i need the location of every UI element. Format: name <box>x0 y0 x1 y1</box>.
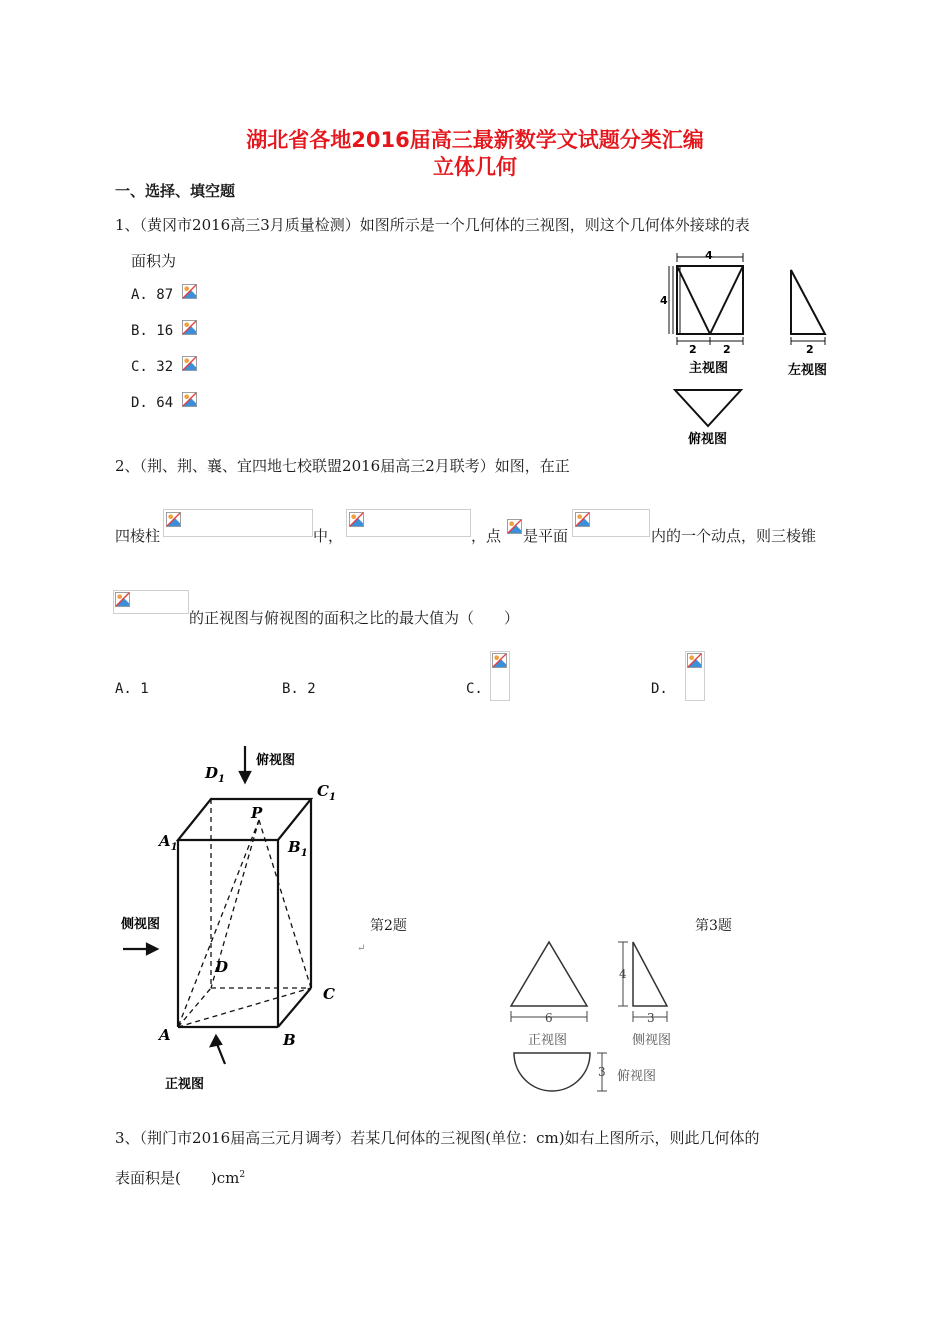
q3-dim-top: 3 <box>598 1065 606 1079</box>
q3-label-front-view: 正视图 <box>528 1033 568 1048</box>
broken-image-icon <box>182 392 197 407</box>
q3-label-side-view: 侧视图 <box>632 1033 672 1048</box>
label-side-view: 侧视图 <box>121 917 161 932</box>
label-front-view: 正视图 <box>165 1077 205 1092</box>
edge-PC <box>259 820 311 988</box>
q3-dim-side: 3 <box>647 1011 655 1025</box>
q1-dim-front-top: 4 <box>705 249 713 262</box>
broken-image-icon <box>492 653 507 668</box>
section-heading: 一、选择、填空题 <box>115 182 236 200</box>
q2-caption: 第2题 <box>370 918 407 934</box>
q2-seg-b: 中， <box>313 527 344 545</box>
q1-text-line1: 1、（黄冈市2016高三3月质量检测）如图所示是一个几何体的三视图，则这个几何体外接球的表 <box>115 216 750 234</box>
q3-front-view <box>511 942 587 1006</box>
q1-option-a[interactable] <box>131 284 197 303</box>
q3-superscript: 2 <box>239 1170 246 1180</box>
q1-text-line2: 面积为 <box>131 252 177 270</box>
q3-dim-height: 4 <box>619 967 627 981</box>
q3-caption: 第3题 <box>695 918 732 934</box>
vertex-A1: $A_1$ <box>159 832 178 853</box>
prism-top-face <box>178 799 311 840</box>
q1-three-view-figure <box>655 248 855 448</box>
broken-image-icon <box>182 356 197 371</box>
q1-option-a-label: A. 87 <box>131 287 174 303</box>
q1-dim-front-bottom-left: 2 <box>689 343 697 356</box>
page-subtitle: 立体几何 <box>433 155 517 179</box>
q2-option-a[interactable]: A. 1 <box>115 681 149 697</box>
q3-label-top-view: 俯视图 <box>617 1069 657 1084</box>
broken-image-icon <box>182 320 197 335</box>
vertex-B: B <box>283 1031 296 1049</box>
q1-option-d[interactable] <box>131 392 197 411</box>
label-top-view: 俯视图 <box>256 753 296 768</box>
q3-dim-width: 6 <box>545 1011 553 1025</box>
vertex-B1: $B_1$ <box>288 838 308 859</box>
q1-option-d-label: D. 64 <box>131 395 174 411</box>
q1-option-c[interactable] <box>131 356 197 375</box>
broken-image-icon <box>166 512 181 527</box>
q2-option-b[interactable]: B. 2 <box>282 681 316 697</box>
q2-image-prism-name <box>163 509 313 537</box>
edge-BC <box>278 988 311 1027</box>
q2-image-condition <box>346 509 471 537</box>
q2-seg-e: 内的一个动点，则三棱锥 <box>651 527 817 545</box>
q3-text-line2-main: 表面积是( )cm <box>115 1169 240 1187</box>
q2-text-line3: 的正视图与俯视图的面积之比的最大值为（ ） <box>189 609 520 627</box>
vertex-C1: $C_1$ <box>317 782 336 803</box>
q2-option-d[interactable]: D. <box>651 681 668 697</box>
q2-seg-a: 四棱柱 <box>115 527 161 545</box>
broken-image-icon <box>115 592 130 607</box>
q2-seg-d: 是平面 <box>523 527 569 545</box>
q1-option-c-label: C. 32 <box>131 359 174 375</box>
q2-option-c[interactable]: C. <box>466 681 483 697</box>
q1-front-view <box>673 266 743 334</box>
q2-text-line1: 2、（荆、荆、襄、宜四地七校联盟2016届高三2月联考）如图，在正 <box>115 457 570 475</box>
q2-image-pyramid <box>113 590 189 614</box>
q1-dim-side-bottom: 2 <box>806 343 814 356</box>
edge-PA <box>178 820 259 1027</box>
return-mark: ↵ <box>357 943 366 954</box>
vertex-D: D <box>215 958 229 976</box>
q1-option-b[interactable] <box>131 320 197 339</box>
broken-image-icon <box>182 284 197 299</box>
q1-caption-top-view: 俯视图 <box>688 432 728 447</box>
q1-caption-side-view: 左视图 <box>788 363 828 378</box>
q2-image-plane <box>572 509 650 537</box>
vertex-C: C <box>323 985 335 1003</box>
edge-AC-hidden <box>178 988 311 1027</box>
q2-seg-c: ，点 <box>471 527 502 545</box>
q1-caption-front-view: 主视图 <box>689 361 729 376</box>
q1-dim-front-bottom-right: 2 <box>723 343 731 356</box>
q1-side-view <box>791 270 825 334</box>
page-title: 湖北省各地2016届高三最新数学文试题分类汇编 <box>246 128 704 152</box>
broken-image-icon <box>349 512 364 527</box>
q3-text-line1: 3、（荆门市2016届高三元月调考）若某几何体的三视图(单位：cm)如右上图所示，则此几何体的 <box>115 1129 760 1147</box>
vertex-D1: $D_1$ <box>205 764 225 785</box>
front-view-arrow <box>217 1044 225 1064</box>
broken-image-icon <box>575 512 590 527</box>
q3-text-line2 <box>115 1167 245 1188</box>
q3-side-view <box>633 942 667 1006</box>
q3-top-view <box>514 1053 590 1091</box>
vertex-A: A <box>159 1026 171 1044</box>
broken-image-icon <box>507 519 522 534</box>
q2-prism-figure <box>113 742 366 1097</box>
q1-option-b-label: B. 16 <box>131 323 174 339</box>
edge-AD-hidden <box>178 988 211 1027</box>
vertex-P: P <box>251 804 263 822</box>
broken-image-icon <box>687 653 702 668</box>
q2-option-d-image <box>685 651 705 701</box>
q1-dim-front-left: 4 <box>660 294 668 307</box>
q1-top-view <box>675 390 741 426</box>
q3-three-view-figure <box>500 930 700 1098</box>
q2-option-c-image <box>490 651 510 701</box>
